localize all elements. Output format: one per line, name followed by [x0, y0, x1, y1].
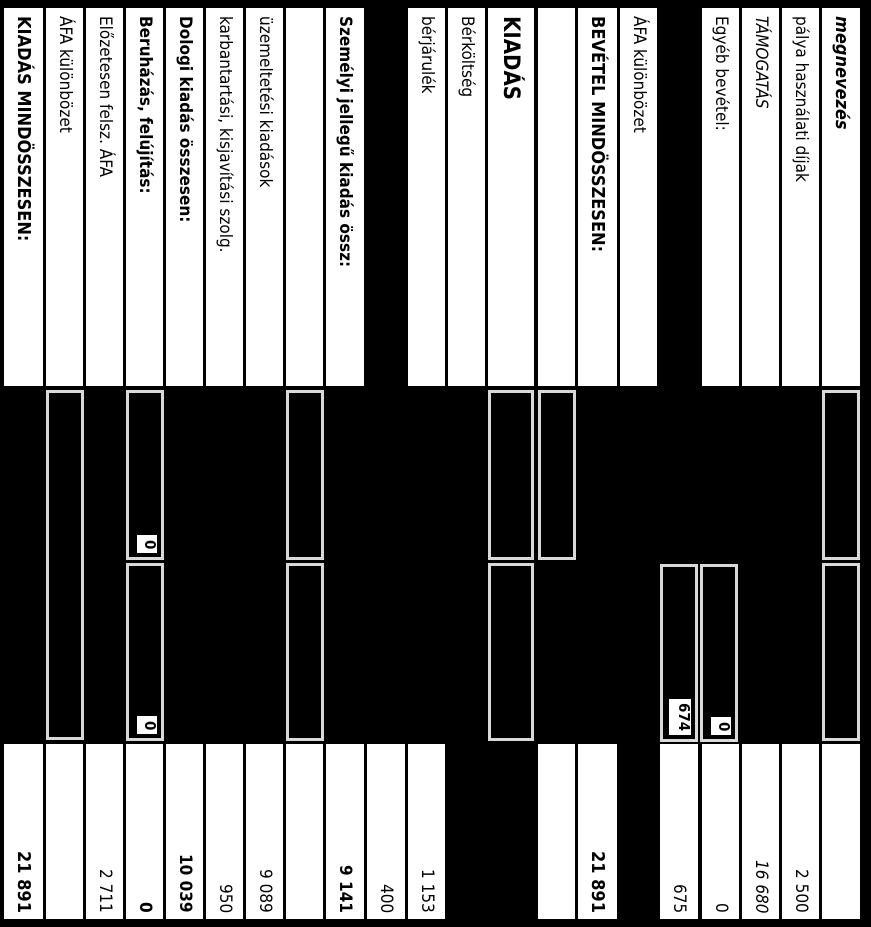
box-afa-kiadas: [46, 390, 84, 740]
label-beruhazas: Beruházás, felújítás:: [135, 16, 155, 194]
header-box-2: [822, 563, 860, 741]
header-megnevezes: megnevezés: [831, 16, 852, 130]
label-karbantartasi: karbantartási, kisjavítási szolg.: [215, 16, 235, 253]
value-kiadas-mindosszesen: 21 891: [13, 851, 34, 913]
blank-cell-1-value: [538, 744, 575, 919]
label-dologi: Dologi kiadás összesen:: [175, 16, 195, 223]
box-afa-kulonbozet: [660, 564, 698, 742]
label-kiadas: KIADÁS: [498, 16, 523, 101]
value-dologi: 10 039: [175, 854, 195, 913]
value-egyeb-bevetel: 0: [711, 903, 731, 913]
box-beruhazas-b-value: 0: [135, 714, 159, 736]
value-berjarulek: 1 153: [417, 869, 437, 913]
label-afa-kiadas: ÁFA különbözet: [55, 16, 75, 133]
label-berjarulek: bérjárulék: [417, 16, 437, 94]
header-value-cell: [822, 744, 860, 919]
box-beruhazas-b: [126, 563, 164, 741]
value-elozetesen: 2 711: [95, 869, 115, 913]
value-uzemeltetesi: 9 089: [255, 869, 275, 913]
value-afa-bevetel: 675: [669, 883, 689, 913]
value-afa-kiadas: [46, 744, 83, 919]
box-egyeb-bevetel: [700, 564, 738, 742]
box-kiadas-2: [488, 563, 534, 741]
box-bevetel-1: [538, 390, 576, 560]
value-bevetel-mindosszesen: 21 891: [587, 851, 608, 913]
value-beruhazas: 0: [135, 902, 155, 913]
header-box-1: [822, 390, 860, 560]
box-egyeb-bevetel-value: 0: [709, 715, 733, 737]
blank-cell-1: [538, 8, 575, 386]
box-beruhazas-a-value: 0: [135, 533, 159, 555]
box-blank-2a: [286, 390, 324, 560]
box-afa-kulonbozet-value: 674: [667, 697, 693, 737]
value-karbantartasi: 950: [215, 883, 235, 913]
box-kiadas-1: [488, 390, 534, 560]
box-beruhazas-a: [126, 390, 164, 560]
label-egyeb-bevetel: Egyéb bevétel:: [711, 16, 731, 131]
value-400: 400: [376, 883, 396, 913]
label-afa-bevetel: ÁFA különbözet: [629, 16, 649, 133]
label-berkoltseg: Bérköltség: [457, 16, 477, 98]
value-palya: 2 500: [791, 869, 811, 913]
value-szemelyi: 9 141: [335, 865, 355, 913]
box-blank-2b: [286, 563, 324, 741]
label-elozetesen: Előzetesen felsz. ÁFA: [95, 16, 115, 177]
label-szemelyi: Személyi jellegű kiadás össz:: [335, 16, 355, 268]
label-tamogatas: TÁMOGATÁS: [751, 16, 771, 109]
label-palya: pálya használati díjak: [791, 16, 811, 182]
value-tamogatas: 16 680: [751, 859, 771, 913]
label-bevetel-mindosszesen: BEVÉTEL MINDÖSSZESEN:: [587, 16, 608, 253]
label-kiadas-mindosszesen: KIADÁS MINDÖSSZESEN:: [13, 16, 34, 242]
label-uzemeltetesi: üzemeltetési kiadások: [255, 16, 275, 188]
